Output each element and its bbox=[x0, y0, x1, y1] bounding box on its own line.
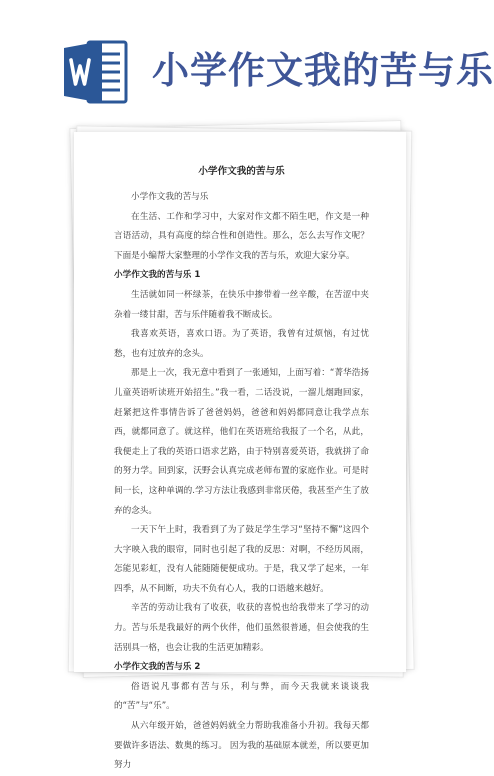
section-heading: 小学作文我的苦与乐 1 bbox=[114, 270, 201, 281]
banner-title: 小学作文我的苦与乐 bbox=[152, 49, 494, 92]
word-doc-icon bbox=[62, 38, 128, 106]
document-title: 小学作文我的苦与乐 bbox=[198, 166, 285, 177]
document-body bbox=[114, 162, 369, 776]
document-page bbox=[74, 132, 406, 771]
paragraph: 在生活、工作和学习中，大家对作文都不陌生吧，作文是一种言语活动，具有高度的综合性和创造性。那么，怎么去写作文呢？下面是小编帮大家整理的小学作文我的苦与乐，欢迎大家分享。 bbox=[114, 211, 369, 261]
section-heading: 小学作文我的苦与乐 2 bbox=[114, 662, 201, 673]
paragraph: 一天下午上时，我看到了为了鼓足学生学习“坚持不懈”这四个大字映入我的眼帘，同时也引起了我的反思：对啊，不经历风雨，怎能见彩虹，没有人能随随便便成功。于是，我又学了起来，一年四季，从不间断，功夫不负有心人，我的口语越来越好。 bbox=[114, 525, 369, 594]
document-banner bbox=[0, 0, 494, 135]
paragraph: 辛苦的劳动让我有了收获，收获的喜悦也给我带来了学习的动力。苦与乐是我最好的两个伙伴，他们虽然很普通，但会使我的生活别具一格，也会让我的生活更加精彩。 bbox=[114, 603, 369, 653]
paragraph: 那是上一次，我无意中看到了一张通知，上面写着：“菁华浩扬儿童英语听读班开始招生。”我一看，二话没说，一溜儿烟跑回家，赶紧把这件事情告诉了爸爸妈妈，爸爸和妈妈都同意让我学点东西，就都同意了。就这样，他们在英语班给我报了一个名，从此，我便走上了我的英语口语求艺路，由于特别喜爱英语，我就拼了命的努力学。回到家，沃野会认真完成老师布置的家庭作业。可是时间一长，这种单调的.学习方法让我感到非常厌倦，我甚至产生了放弃的念头。 bbox=[114, 368, 369, 516]
paragraph: 小学作文我的苦与乐 bbox=[131, 192, 209, 202]
paragraph: 生活就如同一杯绿茶，在快乐中掺带着一丝辛酸，在苦涩中夹杂着一缕甘甜，苦与乐伴随着我不断成长。 bbox=[114, 289, 369, 320]
paragraph: 从六年级开始，爸爸妈妈就全力帮助我准备小升初。我每天都要做许多语法、数奥的练习。 因为我的基础原本就差，所以要更加努力 bbox=[114, 721, 369, 771]
paragraph: 我喜欢英语，喜欢口语。为了英语，我曾有过烦恼，有过忧愁，也有过放弃的念头。 bbox=[114, 329, 369, 359]
paragraph: 俗语说凡事都有苦与乐，利与弊，而今天我就来谈谈我的“苦”与“乐”。 bbox=[114, 681, 369, 712]
